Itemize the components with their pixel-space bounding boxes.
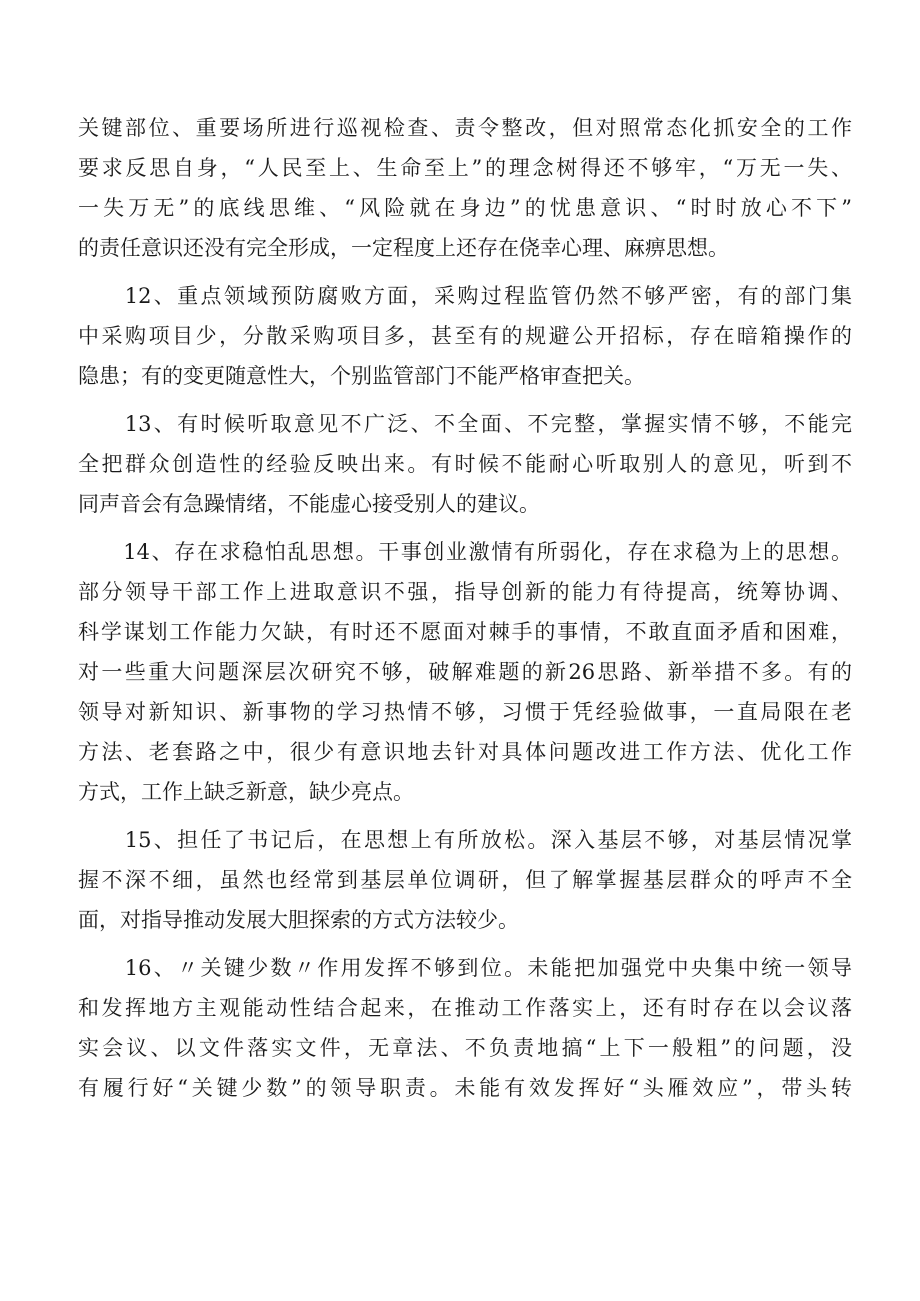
text-line: 方法、老套路之中，很少有意识地去针对具体问题改进工作方法、优化工作 (78, 740, 852, 764)
paragraph-p13 (78, 404, 852, 524)
text-line: 科学谋划工作能力欠缺，有时还不愿面对棘手的事情，不敢直面矛盾和困难， (78, 620, 852, 644)
text-line: 关键部位、重要场所进行巡视检查、责令整改，但对照常态化抓安全的工作 (78, 116, 852, 140)
paragraph-p16 (78, 948, 852, 1108)
text-line: 全把群众创造性的经验反映出来。有时候不能耐心听取别人的意见，听到不 (78, 452, 852, 476)
text-line: 12、重点领域预防腐败方面，采购过程监管仍然不够严密，有的部门集 (78, 284, 852, 308)
text-line: 对一些重大问题深层次研究不够，破解难题的新26思路、新举措不多。有的 (78, 660, 852, 684)
paragraph-p14 (78, 532, 852, 812)
text-line: 隐患；有的变更随意性大，个别监管部门不能严格审查把关。 (78, 364, 645, 388)
text-line: 领导对新知识、新事物的学习热情不够，习惯于凭经验做事，一直局限在老 (78, 700, 852, 724)
text-line: 中采购项目少，分散采购项目多，甚至有的规避公开招标，存在暗箱操作的 (78, 324, 852, 348)
text-line: 的责任意识还没有完全形成，一定程度上还存在侥幸心理、麻痹思想。 (78, 236, 729, 260)
paragraph-gap (78, 268, 852, 276)
paragraph-gap (78, 396, 852, 404)
paragraph-gap (78, 812, 852, 820)
paragraph-p15 (78, 820, 852, 940)
text-line: 面，对指导推动发展大胆探索的方式方法较少。 (78, 908, 519, 932)
text-line: 要求反思自身，“人民至上、生命至上”的理念树得还不够牢，“万无一失、 (78, 156, 852, 180)
paragraph-gap (78, 524, 852, 532)
text-line: 14、存在求稳怕乱思想。干事创业激情有所弱化，存在求稳为上的思想。 (78, 540, 852, 564)
text-line: 实会议、以文件落实文件，无章法、不负责地搞“上下一般粗”的问题，没 (78, 1036, 852, 1060)
text-line: 13、有时候听取意见不广泛、不全面、不完整，掌握实情不够，不能完 (78, 412, 852, 436)
text-line: 15、担任了书记后，在思想上有所放松。深入基层不够，对基层情况掌 (78, 828, 852, 852)
text-line: 方式，工作上缺乏新意，缺少亮点。 (78, 780, 414, 804)
text-line: 握不深不细，虽然也经常到基层单位调研，但了解掌握基层群众的呼声不全 (78, 868, 852, 892)
text-line: 一失万无”的底线思维、“风险就在身边”的忧患意识、“时时放心不下” (78, 196, 852, 220)
text-line: 有履行好“关键少数”的领导职责。未能有效发挥好“头雁效应”，带头转 (78, 1076, 852, 1100)
paragraph-gap (78, 940, 852, 948)
document-body (78, 108, 852, 1108)
paragraph-p12 (78, 276, 852, 396)
text-line: 和发挥地方主观能动性结合起来，在推动工作落实上，还有时存在以会议落 (78, 996, 852, 1020)
paragraph-p-cont (78, 108, 852, 268)
text-line: 同声音会有急躁情绪，不能虚心接受别人的建议。 (78, 492, 540, 516)
text-line: 部分领导干部工作上进取意识不强，指导创新的能力有待提高，统筹协调、 (78, 580, 852, 604)
text-line: 16、〃关键少数〃作用发挥不够到位。未能把加强党中央集中统一领导 (78, 956, 852, 980)
